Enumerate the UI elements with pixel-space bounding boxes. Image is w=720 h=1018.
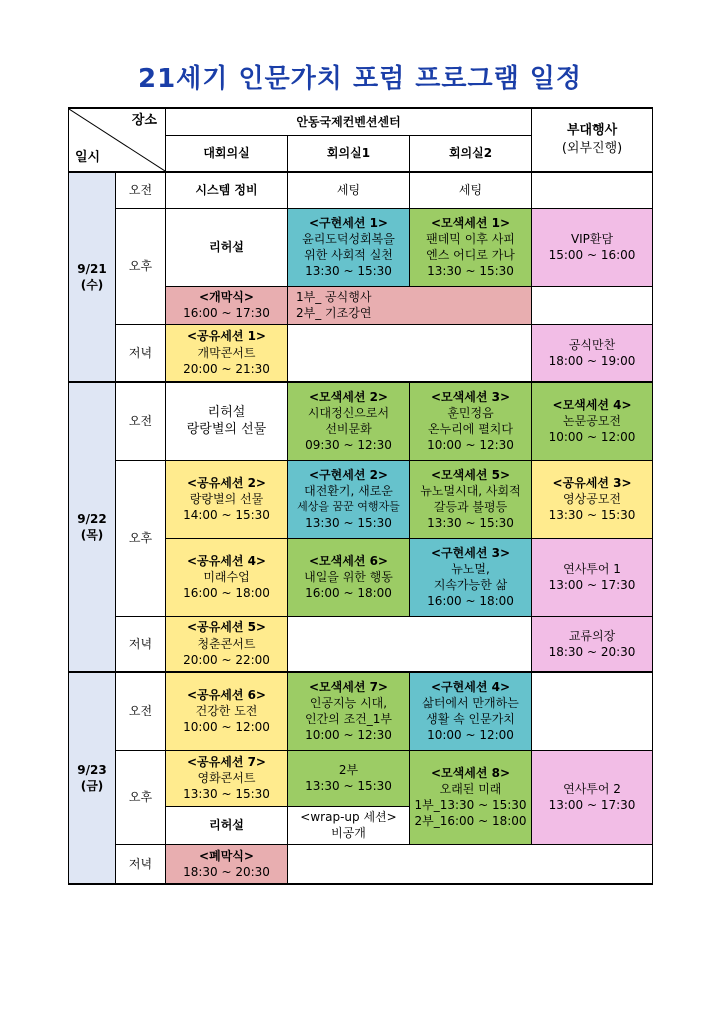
session-title: <모색세션 3> bbox=[431, 389, 511, 404]
d3-pm-hall-rehearsal: 리허설 bbox=[166, 806, 288, 844]
d2-pm2-room1-session bbox=[288, 538, 410, 616]
event-name: 교류의장 bbox=[568, 628, 616, 643]
session-line: 건강한 도전 bbox=[195, 704, 258, 719]
d3-pm-room1-wrapup bbox=[288, 806, 410, 844]
venue-header: 안동국제컨벤션센터 bbox=[166, 108, 532, 135]
d1-pm-room1-session bbox=[288, 208, 410, 286]
date-d1-line1: 9/21 bbox=[77, 261, 107, 276]
session-title: <공유세션 6> bbox=[186, 687, 266, 702]
session-line: 시대정신으로서 bbox=[307, 406, 390, 421]
d3-am-hall-session bbox=[166, 672, 288, 750]
date-cell-d2 bbox=[69, 382, 116, 672]
session-time: 09:30 ~ 12:30 bbox=[305, 438, 392, 453]
session-line: 온누리에 펼치다 bbox=[428, 422, 513, 437]
session-time: 2부_16:00 ~ 18:00 bbox=[414, 814, 527, 829]
room-header-hall: 대회의실 bbox=[166, 135, 288, 172]
session-title: <개막식> bbox=[199, 289, 254, 304]
session-line: <wrap-up 세션> bbox=[300, 809, 397, 824]
session-time: 16:00 ~ 18:00 bbox=[427, 594, 514, 609]
d2-am-hall bbox=[166, 382, 288, 460]
d2-pm2-room2-session bbox=[410, 538, 532, 616]
d1-pm-hall: 리허설 bbox=[166, 208, 288, 286]
session-line: 미래수업 bbox=[203, 569, 250, 584]
d1-opening-program bbox=[288, 286, 532, 324]
d3-closing-ceremony bbox=[166, 844, 288, 884]
session-line: 개막콘서트 bbox=[197, 345, 256, 360]
session-time: 20:00 ~ 22:00 bbox=[183, 652, 270, 667]
session-line: 엔스 어디로 가나 bbox=[426, 248, 515, 262]
d1-am-room2: 세팅 bbox=[410, 172, 532, 208]
session-title: <모색세션 7> bbox=[308, 679, 388, 694]
page-title: 21세기 인문가치 포럼 프로그램 일정 bbox=[137, 64, 582, 94]
d2-pm1-side-session bbox=[532, 460, 653, 538]
session-line: 삶터에서 만개하는 bbox=[422, 696, 519, 711]
date-d3-line2: (금) bbox=[80, 779, 104, 793]
session-title: <모색세션 1> bbox=[431, 215, 511, 230]
d2-ev-side bbox=[532, 616, 653, 672]
program-part: 1부_ 공식행사 bbox=[296, 289, 372, 304]
session-time: 18:30 ~ 20:30 bbox=[183, 864, 270, 879]
d3-am-room2-session bbox=[410, 672, 532, 750]
side-events-title: 부대행사 bbox=[566, 123, 618, 139]
room-header-room2: 회의실2 bbox=[410, 135, 532, 172]
date-d1-line2: (수) bbox=[80, 278, 104, 292]
d1-ev-rooms bbox=[288, 324, 532, 382]
session-time: 1부_13:30 ~ 15:30 bbox=[414, 798, 527, 812]
session-title: <모색세션 6> bbox=[308, 553, 388, 568]
time-afternoon-d2: 오후 bbox=[116, 460, 166, 616]
d3-pm-side bbox=[532, 750, 653, 844]
d1-am-room1: 세팅 bbox=[288, 172, 410, 208]
session-title: <공유세션 1> bbox=[186, 329, 266, 344]
d2-pm1-room1-session bbox=[288, 460, 410, 538]
session-title: <구현세션 2> bbox=[308, 468, 388, 483]
time-morning-d3: 오전 bbox=[116, 672, 166, 750]
session-time: 16:00 ~ 17:30 bbox=[183, 306, 270, 320]
session-line: 랑랑별의 선물 bbox=[189, 491, 264, 506]
time-morning-d2: 오전 bbox=[116, 382, 166, 460]
d2-pm1-hall-session bbox=[166, 460, 288, 538]
session-title: <공유세션 7> bbox=[186, 754, 266, 769]
session-time: 13:30 ~ 15:30 bbox=[548, 508, 636, 523]
session-line: 2부 bbox=[338, 762, 359, 777]
d3-pm-room1-part2 bbox=[288, 750, 410, 806]
d1-ev-side bbox=[532, 324, 653, 382]
session-line: 선비문화 bbox=[325, 422, 372, 437]
room-header-room1: 회의실1 bbox=[288, 135, 410, 172]
session-line: 오래된 미래 bbox=[439, 781, 502, 796]
session-time: 10:00 ~ 12:00 bbox=[183, 720, 270, 735]
session-time: 10:00 ~ 12:30 bbox=[427, 438, 514, 453]
session-line: 갈등과 불평등 bbox=[433, 500, 508, 514]
d2-ev-rooms bbox=[288, 616, 532, 672]
event-name: 연사투어 2 bbox=[563, 781, 621, 796]
d2-pm2-side bbox=[532, 538, 653, 616]
time-evening-d1: 저녁 bbox=[116, 324, 166, 382]
session-time: 13:30 ~ 15:30 bbox=[427, 264, 514, 279]
session-line: 뉴노멀, bbox=[451, 561, 490, 576]
d1-ev-hall-session bbox=[166, 324, 288, 382]
event-name: 연사투어 1 bbox=[563, 561, 621, 576]
d2-am-room2-session bbox=[410, 382, 532, 460]
header-corner bbox=[69, 108, 166, 172]
session-time: 10:00 ~ 12:00 bbox=[427, 728, 514, 743]
d1-pm-side bbox=[532, 208, 653, 286]
event-name: VIP환담 bbox=[570, 231, 614, 246]
session-time: 13:30 ~ 15:30 bbox=[305, 779, 392, 793]
time-evening-d3: 저녁 bbox=[116, 844, 166, 884]
date-d3-line1: 9/23 bbox=[77, 762, 107, 777]
d3-pm-hall-session bbox=[166, 750, 288, 806]
session-time: 13:30 ~ 15:30 bbox=[427, 516, 514, 531]
session-line: 영화콘서트 bbox=[197, 770, 256, 785]
session-line: 지속가능한 삶 bbox=[433, 578, 508, 592]
corner-date-label: 일시 bbox=[75, 150, 101, 166]
session-time: 10:00 ~ 12:30 bbox=[305, 728, 392, 743]
event-time: 18:30 ~ 20:30 bbox=[548, 644, 636, 659]
event-name: 랑랑별의 선물 bbox=[186, 422, 267, 438]
time-evening-d2: 저녁 bbox=[116, 616, 166, 672]
d1-am-hall: 시스템 정비 bbox=[166, 172, 288, 208]
time-afternoon-d1: 오후 bbox=[116, 208, 166, 324]
session-title: <모색세션 4> bbox=[552, 397, 632, 412]
d1-am-side bbox=[532, 172, 653, 208]
session-line: 영상공모전 bbox=[563, 491, 622, 506]
session-title: <모색세션 8> bbox=[431, 765, 511, 780]
session-line: 인간의 조건_1부 bbox=[304, 712, 392, 727]
session-title: <폐막식> bbox=[199, 848, 254, 863]
session-line: 대전환기, 새로운 bbox=[304, 484, 393, 499]
session-line: 논문공모전 bbox=[563, 414, 622, 429]
session-time: 10:00 ~ 12:00 bbox=[548, 430, 636, 445]
session-title: <구현세션 4> bbox=[431, 679, 511, 694]
session-title: <공유세션 3> bbox=[552, 475, 632, 490]
session-title: <공유세션 2> bbox=[186, 475, 266, 490]
d2-am-side-session bbox=[532, 382, 653, 460]
session-time: 16:00 ~ 18:00 bbox=[183, 586, 270, 601]
date-cell-d1 bbox=[69, 172, 116, 382]
session-line: 내일을 위한 행동 bbox=[304, 569, 393, 584]
session-time: 13:30 ~ 15:30 bbox=[183, 787, 270, 802]
session-line: 윤리도덕성회복을 bbox=[302, 231, 395, 246]
d2-pm2-hall-session bbox=[166, 538, 288, 616]
corner-place-label: 장소 bbox=[131, 113, 157, 128]
session-title: <구현세션 3> bbox=[431, 545, 511, 560]
d2-pm1-room2-session bbox=[410, 460, 532, 538]
event-time: 13:00 ~ 17:30 bbox=[548, 578, 636, 592]
d1-pm2-side bbox=[532, 286, 653, 324]
session-line: 생활 속 인문가치 bbox=[426, 712, 515, 727]
session-line: 팬데믹 이후 사피 bbox=[426, 231, 515, 246]
session-line: 훈민정음 bbox=[447, 406, 494, 421]
d3-am-side bbox=[532, 672, 653, 750]
side-events-header bbox=[532, 108, 653, 172]
session-line: 위한 사회적 실천 bbox=[304, 248, 393, 262]
session-line: 세상을 꿈꾼 여행자들 bbox=[297, 499, 400, 513]
date-d2-line2: (목) bbox=[80, 528, 104, 542]
session-line: 인공지능 시대, bbox=[309, 696, 388, 711]
side-events-subtitle: (외부진행) bbox=[561, 141, 623, 156]
session-title: <공유세션 5> bbox=[186, 620, 266, 635]
session-line: 청춘콘서트 bbox=[197, 636, 256, 651]
d2-ev-hall-session bbox=[166, 616, 288, 672]
d3-pm-room2-session bbox=[410, 750, 532, 844]
event-name: 리허설 bbox=[207, 404, 246, 420]
date-d2-line1: 9/22 bbox=[77, 511, 107, 526]
session-time: 13:30 ~ 15:30 bbox=[305, 264, 392, 279]
program-part: 2부_ 기조강연 bbox=[296, 306, 372, 320]
session-time: 14:00 ~ 15:30 bbox=[183, 508, 270, 523]
session-title: <모색세션 2> bbox=[308, 389, 388, 404]
d1-pm-room2-session bbox=[410, 208, 532, 286]
d3-ev-rest bbox=[288, 844, 653, 884]
d2-am-room1-session bbox=[288, 382, 410, 460]
schedule-table bbox=[68, 107, 653, 885]
d1-opening-ceremony bbox=[166, 286, 288, 324]
session-line: 뉴노멀시대, 사회적 bbox=[420, 483, 521, 498]
date-cell-d3 bbox=[69, 672, 116, 884]
session-title: <모색세션 5> bbox=[431, 467, 511, 482]
event-name: 공식만찬 bbox=[568, 337, 616, 352]
session-line: 비공개 bbox=[331, 826, 366, 840]
session-time: 20:00 ~ 21:30 bbox=[183, 361, 270, 376]
time-morning-d1: 오전 bbox=[116, 172, 166, 208]
event-time: 18:00 ~ 19:00 bbox=[548, 353, 636, 368]
event-time: 15:00 ~ 16:00 bbox=[548, 248, 636, 262]
session-time: 16:00 ~ 18:00 bbox=[305, 586, 392, 601]
session-title: <구현세션 1> bbox=[308, 215, 388, 230]
session-time: 13:30 ~ 15:30 bbox=[305, 515, 392, 530]
d3-am-room1-session bbox=[288, 672, 410, 750]
session-title: <공유세션 4> bbox=[186, 553, 266, 568]
event-time: 13:00 ~ 17:30 bbox=[548, 798, 636, 812]
time-afternoon-d3: 오후 bbox=[116, 750, 166, 844]
